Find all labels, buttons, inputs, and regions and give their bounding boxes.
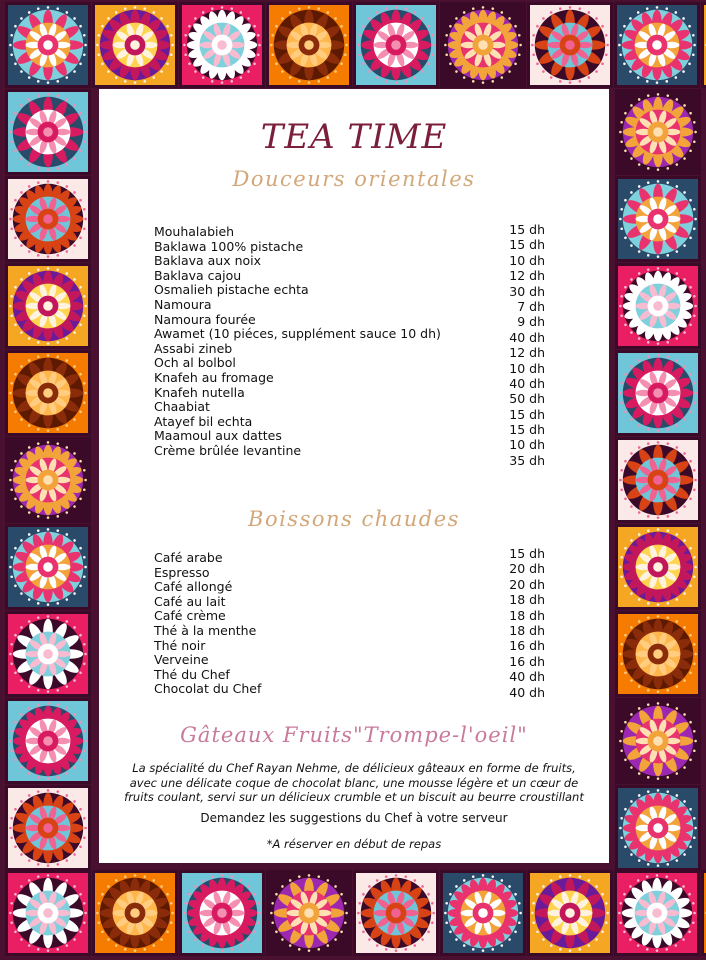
menu-item-price: 40 dh: [509, 329, 545, 345]
menu-item-name: Assabi zineb: [154, 340, 233, 356]
menu-item-name: Chaabiat: [154, 399, 210, 415]
mandala-tile: [92, 870, 178, 956]
section-heading-gateaux: Gâteaux Fruits"Trompe-l'oeil": [180, 723, 528, 747]
menu-item-price: 7 dh: [517, 298, 545, 314]
menu-item-name: Baklawa 100% pistache: [154, 238, 304, 254]
menu-item-price: 15 dh: [509, 237, 545, 253]
boissons-price-list: [509, 546, 545, 700]
chef-suggestion-text: Demandez les suggestions du Chef à votre serveur: [200, 811, 508, 825]
menu-item-name: Mouhalabieh: [154, 224, 235, 239]
menu-item-name: Baklava aux noix: [154, 253, 262, 269]
description-line: avec une délicate coque de chocolat blanc, une mousse légère et un cœur de: [129, 775, 579, 790]
menu-item-name: Café au lait: [154, 593, 226, 609]
menu-item-name: Thé du Chef: [154, 666, 230, 682]
mandala-tile: [5, 611, 91, 697]
menu-item-price: 12 dh: [509, 345, 545, 361]
mandala-tile: [5, 870, 91, 956]
gateaux-description: [109, 761, 599, 805]
menu-item-price: 15 dh: [509, 222, 545, 237]
mandala-tile: [5, 2, 91, 88]
menu-item-price: 10 dh: [509, 437, 545, 453]
menu-item-name: Namoura fourée: [154, 311, 256, 327]
menu-title: TEA TIME: [260, 117, 448, 157]
menu-item-price: 18 dh: [509, 622, 545, 638]
mandala-tile: [266, 2, 352, 88]
mandala-tile: [5, 350, 91, 436]
mandala-tile: [5, 524, 91, 610]
menu-item-name: Thé noir: [154, 637, 206, 653]
menu-item-price: 35 dh: [509, 452, 545, 468]
menu-item-name: Crème brûlée levantine: [154, 442, 302, 458]
mandala-tile: [440, 870, 526, 956]
mandala-tile: [179, 870, 265, 956]
mandala-tile: [92, 2, 178, 88]
mandala-tile: [179, 2, 265, 88]
menu-item-price: 40 dh: [509, 684, 545, 700]
description-line: La spécialité du Chef Rayan Nehme, de délicieux gâteaux en forme de fruits,: [132, 761, 576, 775]
mandala-tile: [614, 870, 700, 956]
menu-item-price: 50 dh: [509, 391, 545, 407]
menu-item-price: 40 dh: [509, 375, 545, 391]
menu-item-price: 12 dh: [509, 268, 545, 284]
menu-item-name: Knafeh au fromage: [154, 369, 274, 385]
mandala-tile: [614, 2, 700, 88]
mandala-tile: [615, 263, 701, 349]
mandala-tile: [5, 89, 91, 175]
section-heading-douceurs: Douceurs orientales: [232, 167, 476, 191]
menu-item-price: 10 dh: [509, 252, 545, 268]
section-heading-boissons: Boissons chaudes: [248, 507, 460, 531]
menu-item-name: Chocolat du Chef: [154, 681, 262, 697]
menu-item-name: Café allongé: [154, 579, 233, 595]
mandala-tile: [353, 2, 439, 88]
menu-item-price: 10 dh: [509, 360, 545, 376]
menu-item-name: Café arabe: [154, 550, 223, 565]
menu-item-name: Knafeh nutella: [154, 384, 245, 400]
menu-item-name: Thé à la menthe: [154, 622, 257, 638]
menu-item-price: 20 dh: [509, 561, 545, 577]
mandala-tile: [615, 524, 701, 610]
menu-item-price: 16 dh: [509, 638, 545, 654]
menu-item-name: Maamoul aux dattes: [154, 428, 282, 444]
menu-item-price: 15 dh: [509, 406, 545, 422]
menu-item-price: 9 dh: [517, 314, 545, 330]
mandala-tile: [615, 176, 701, 262]
description-line: fruits coulant, servi sur un délicieux crumble et un biscuit au beurre croustillant: [124, 790, 584, 804]
mandala-tile: [5, 263, 91, 349]
mandala-tile: [615, 698, 701, 784]
boissons-item-list: [154, 551, 546, 697]
mandala-tile: [701, 870, 706, 956]
menu-item-price: 30 dh: [509, 283, 545, 299]
mandala-tile: [527, 2, 613, 88]
mandala-tile: [5, 176, 91, 262]
mandala-tile: [701, 2, 706, 88]
menu-card: [99, 89, 609, 863]
menu-item-name: Awamet (10 piéces, supplément sauce 10 dh): [154, 326, 441, 342]
mandala-tile: [266, 870, 352, 956]
menu-item-name: Verveine: [154, 652, 209, 668]
menu-item-price: 15 dh: [509, 546, 545, 561]
menu-item-name: Osmalieh pistache echta: [154, 282, 309, 298]
menu-item-price: 16 dh: [509, 653, 545, 669]
menu-item-price: 20 dh: [509, 576, 545, 592]
mandala-tile: [5, 785, 91, 871]
mandala-tile: [353, 870, 439, 956]
menu-item-price: 40 dh: [509, 669, 545, 685]
menu-item-name: Espresso: [154, 564, 210, 580]
mandala-tile: [615, 437, 701, 523]
menu-item-name: Café crème: [154, 608, 226, 624]
mandala-tile: [615, 350, 701, 436]
mandala-tile: [5, 698, 91, 784]
douceurs-price-list: [509, 222, 545, 468]
mandala-tile: [615, 611, 701, 697]
menu-item-price: 15 dh: [509, 422, 545, 438]
menu-item-name: Namoura: [154, 296, 212, 312]
menu-item-price: 18 dh: [509, 607, 545, 623]
mandala-tile: [615, 785, 701, 871]
reservation-note: *A réserver en début de repas: [266, 837, 442, 851]
douceurs-item-list: [154, 225, 546, 459]
menu-item-name: Baklava cajou: [154, 267, 242, 283]
menu-item-price: 18 dh: [509, 592, 545, 608]
menu-item-name: Atayef bil echta: [154, 413, 253, 429]
mandala-tile: [440, 2, 526, 88]
mandala-tile: [527, 870, 613, 956]
mandala-tile: [615, 89, 701, 175]
mandala-tile: [5, 437, 91, 523]
menu-item-name: Och al bolbol: [154, 355, 236, 371]
